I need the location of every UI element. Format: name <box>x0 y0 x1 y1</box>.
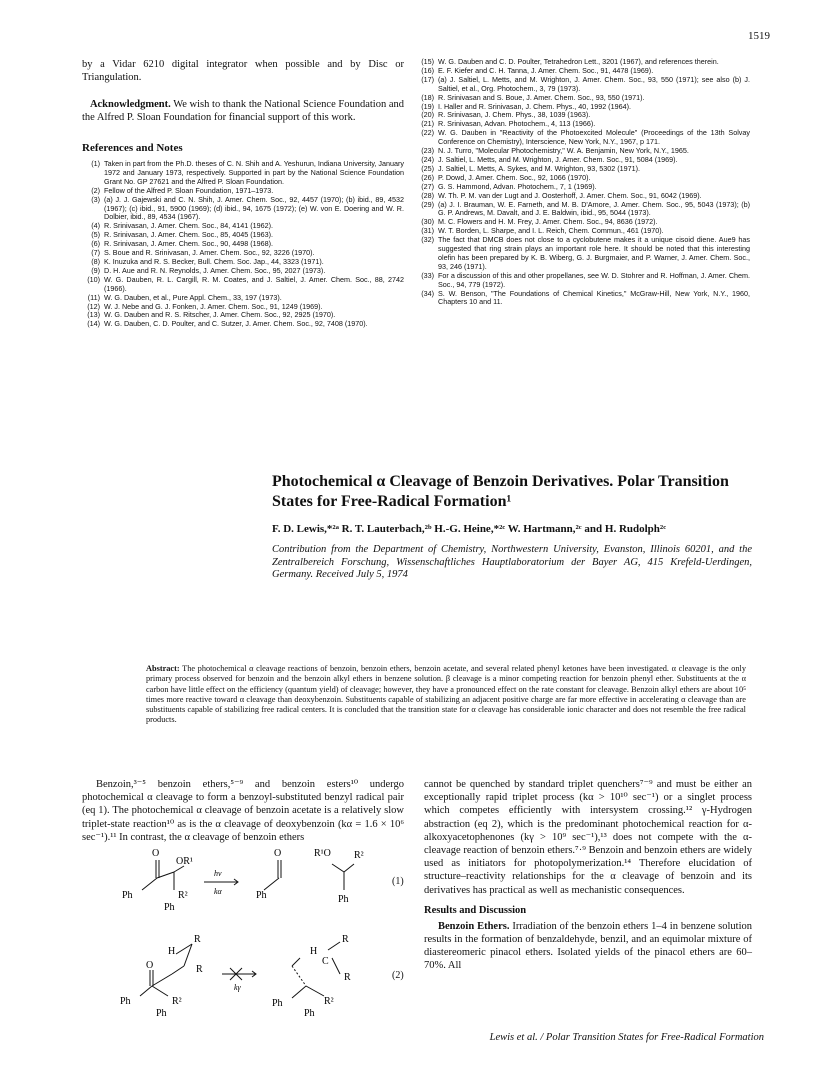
reference-text: (a) J. J. Gajewski and C. N. Shih, J. Amer. Chem. Soc., 92, 4457 (1970); (b) ibid., 89, 4532 (1967); (c) ibid., 91, 5900 (1969); (d) ibid., 94, 1675 (1972); (e) W. von E. Doering and W. R. Dolbier, ibid., 89, 4534 (1967). <box>104 194 404 222</box>
reference-text: The fact that DMCB does not close to a cyclobutene makes it a unique cisoid diene. Aue9 has suggested that ring strain plays an important role here. It should be noted that this interesting olefin has been prepared by K. B. Wiberg, G. J. Burgmaier, and P. Warner, J. Amer. Chem. Soc., 93, 246 (1971). <box>438 235 750 271</box>
eq2-product-h-label: H <box>310 946 318 957</box>
eq1-or1-label: OR¹ <box>176 856 193 867</box>
reference-number: (27) <box>421 181 434 191</box>
reference-text: Fellow of the Alfred P. Sloan Foundation, 1971–1973. <box>104 185 274 195</box>
eq2-r-label: R <box>196 964 203 975</box>
reference-number: (8) <box>91 256 100 266</box>
reference-number: (13) <box>87 310 100 320</box>
acknowledgment <box>82 98 404 124</box>
eq2-product-c-label: C <box>322 956 329 967</box>
reference-text: M. C. Flowers and H. M. Frey, J. Amer. Chem. Soc., 94, 8636 (1972). <box>438 217 658 227</box>
reference-item <box>416 129 750 147</box>
eq2-h-label: H <box>168 946 176 957</box>
reference-number: (28) <box>421 190 434 200</box>
equation-1-structure <box>92 842 412 922</box>
reference-item <box>416 290 750 308</box>
reference-number: (32) <box>421 235 434 245</box>
reference-text: I. Haller and R. Srinivasan, J. Chem. Phys., 40, 1992 (1964). <box>438 101 631 111</box>
ack-label: Acknowledgment. <box>89 99 171 110</box>
reference-item <box>416 272 750 290</box>
reference-number: (9) <box>91 265 100 275</box>
reference-number: (17) <box>421 74 434 84</box>
intro-text: by a Vidar 6210 digital integrator when possible and by Disc or Triangulation. <box>82 59 404 83</box>
equation-number-2: (2) <box>392 970 404 981</box>
reference-number: (20) <box>421 110 434 120</box>
reference-item <box>416 76 750 94</box>
reference-number: (24) <box>421 154 434 164</box>
reference-text: J. Saltiel, L. Metts, and M. Wrighton, J. Amer. Chem. Soc., 91, 5084 (1969). <box>438 154 678 164</box>
reference-item <box>82 276 404 294</box>
reference-text: P. Dowd, J. Amer. Chem. Soc., 92, 1066 (1970). <box>438 172 591 182</box>
body-paragraph-continued: cannot be quenched by standard triplet quenchers⁷⁻⁹ and must be either an exceptionally rapid triplet process (kα > 10¹⁰ sec⁻¹) or a singlet process which competes efficiently with intersystem crossing.¹² γ-Hydrogen abstraction (eq 2), which is the predominant photochemical reaction for α-alkoxyacetophenones (kγ > 10⁹ sec⁻¹),¹³ does not compete with the α-cleavage reaction of benzoin ethers.⁷·⁹ Benzoin and benzoin ethers are widely used as initiators for photopolymerization.¹⁴ Therefore elucidation of structure–reactivity relationships for the α cleavage of benzoin and its derivatives has practical as well as mechanistic consequences. <box>424 779 752 896</box>
eq1-r1o-label: R¹O <box>314 848 331 859</box>
reference-text: Taken in part from the Ph.D. theses of C. N. Shih and A. Yeshurun, Indiana University, January 1972 and January 1973, respectively. Supported in part by the National Science Foundation Grant No. GP 27621 and the Alfred P. Sloan Foundation. <box>104 159 404 186</box>
equation-2-scheme <box>92 930 412 1020</box>
reference-number: (16) <box>421 65 434 75</box>
benzoin-ethers-paragraph <box>424 920 752 973</box>
reference-number: (2) <box>91 185 100 195</box>
references-left <box>82 160 404 329</box>
reference-number: (19) <box>421 101 434 111</box>
reference-number: (34) <box>421 288 434 298</box>
reference-number: (12) <box>87 301 100 311</box>
equation-2-structure <box>92 930 412 1020</box>
body-paragraph: Benzoin,³⁻⁵ benzoin ethers,⁵⁻⁹ and benzoin esters¹⁰ undergo photochemical α cleavage to form a benzoyl-substituted benzyl radical pair (eq 1). The photochemical α cleavage of benzoin acetate is a relatively slow triplet-state reaction¹⁰ as is the α cleavage of deoxybenzoin (kα = 1.6 × 10⁶ sec⁻¹).¹¹ In contrast, the α cleavage of benzoin ethers <box>82 779 404 843</box>
reference-number: (25) <box>421 163 434 173</box>
reference-number: (22) <box>421 128 434 138</box>
eq1-ph2-label: Ph <box>164 902 175 913</box>
subsection-text: Irradiation of the benzoin ethers 1–4 in benzene solution results in the formation of benzaldehyde, benzil, and an equimolar mixture of diastereomeric pinacol ethers. Isolated yields of the pinacol ethers are 60–70%. All <box>424 920 753 972</box>
reference-text: G. S. Hammond, Advan. Photochem., 7, 1 (1969). <box>438 181 597 191</box>
reference-item <box>416 236 750 272</box>
reference-text: R. Srinivasan, J. Amer. Chem. Soc., 90, 4498 (1968). <box>104 239 273 249</box>
reference-number: (26) <box>421 172 434 182</box>
reference-text: (a) J. I. Brauman, W. E. Farneth, and M. B. D'Amore, J. Amer. Chem. Soc., 95, 5043 (1973); (b) G. P. Andrews, M. Davalt, and J. E. Baldwin, ibid., 95, 5044 (1973). <box>438 199 750 218</box>
eq2-product-ph-label: Ph <box>272 998 283 1009</box>
reference-text: W. G. Dauben, C. D. Poulter, and C. Sutzer, J. Amer. Chem. Soc., 92, 7408 (1970). <box>104 319 368 329</box>
eq1-ph-label: Ph <box>122 890 133 901</box>
body-left-column <box>82 778 404 844</box>
reference-text: J. Saltiel, L. Metts, A. Sykes, and M. Wrighton, 93, 5302 (1971). <box>438 163 641 173</box>
right-top-column <box>416 58 750 307</box>
reference-text: W. G. Dauben and C. D. Poulter, Tetrahedron Lett., 3201 (1967), and references therein. <box>438 57 719 66</box>
references-right <box>416 58 750 307</box>
reference-text: W. G. Dauben and R. S. Ritscher, J. Amer. Chem. Soc., 92, 2925 (1970). <box>104 310 336 320</box>
reference-number: (23) <box>421 146 434 156</box>
reference-number: (5) <box>91 230 100 240</box>
eq2-product-r2-label: R² <box>324 996 334 1007</box>
reference-text: S. W. Benson, "The Foundations of Chemical Kinetics," McGraw-Hill, New York, N.Y., 1960, Chapters 10 and 11. <box>438 288 750 307</box>
eq1-oxygen-label: O <box>152 848 160 859</box>
reference-number: (11) <box>87 292 100 302</box>
reference-text: E. F. Kiefer and C. H. Tanna, J. Amer. Chem. Soc., 91, 4478 (1969). <box>438 65 654 75</box>
eq1-product-r2-label: R² <box>354 850 364 861</box>
abstract <box>146 664 746 726</box>
reference-number: (29) <box>421 199 434 209</box>
reference-text: W. T. Borden, L. Sharpe, and I. L. Reich, Chem. Commun., 461 (1970). <box>438 226 664 236</box>
eq2-product-r: R <box>344 972 351 983</box>
reference-number: (31) <box>421 226 434 236</box>
article-title: Photochemical α Cleavage of Benzoin Derivatives. Polar Transition States for Free-Radical Formation¹ <box>272 473 729 510</box>
eq2-ph2-label: Ph <box>156 1008 167 1019</box>
page-number: 1519 <box>748 30 770 42</box>
eq1-r2-label: R² <box>178 890 188 901</box>
reference-text: K. Inuzuka and R. S. Becker, Bull. Chem. Soc. Jap., 44, 3323 (1971). <box>104 256 324 266</box>
reference-item <box>416 201 750 219</box>
abstract-text: The photochemical α cleavage reactions of benzoin, benzoin ethers, benzoin acetate, and several related phenyl ketones have been investigated. α cleavage is the only primary process observed for benzoin and the benzoin alkyl ethers in benzene solution. β cleavage is a minor competing reaction for benzoin phenyl ether. Substituents at the α carbon have little effect on the efficiency (quantum yield) of cleavage; however, they have a pronounced effect on the rate constant for cleavage. Benzoin alkyl ethers are about 10⁵ times more reactive toward α cleavage than deoxybenzoin. Substituents capable of stabilizing an adjacent positive charge are far more effective in accelerating α cleavage than are substituents capable of stabilizing free radical centers. It is concluded that the transition state for α cleavage has considerable ionic character and does not resemble the free radical products. <box>146 664 746 725</box>
eq1-hv-label: hν <box>214 869 222 878</box>
reference-text: For a discussion of this and other propellanes, see W. D. Stohrer and R. Hoffman, J. Amer. Chem. Soc., 94, 779 (1972). <box>438 270 750 289</box>
reference-text: D. H. Aue and R. N. Reynolds, J. Amer. Chem. Soc., 95, 2027 (1973). <box>104 265 326 275</box>
eq2-ph-label: Ph <box>120 996 131 1007</box>
reference-text: W. G. Dauben, et al., Pure Appl. Chem., 33, 197 (1973). <box>104 292 282 302</box>
reference-number: (4) <box>91 221 100 231</box>
eq1-product-ph2-label: Ph <box>338 894 349 905</box>
reference-number: (7) <box>91 248 100 258</box>
authors: F. D. Lewis,*²ᵃ R. T. Lauterbach,²ᵇ H.-G. Heine,*²ᶜ W. Hartmann,²ᶜ and H. Rudolph²ᶜ <box>272 523 667 535</box>
reference-text: (a) J. Saltiel, L. Metts, and M. Wrighton, J. Amer. Chem. Soc., 93, 550 (1971); see also (b) J. Saltiel, et al., Org. Photochem., 3, 79 (1973). <box>438 74 750 93</box>
eq1-product-ph-label: Ph <box>256 890 267 901</box>
reference-item <box>82 160 404 187</box>
eq2-r-label-top: R <box>194 934 201 945</box>
reference-text: S. Boue and R. Srinivasan, J. Amer. Chem. Soc., 92, 3226 (1970). <box>104 248 315 258</box>
article-header <box>272 472 752 582</box>
reference-number: (18) <box>421 92 434 102</box>
running-footer: Lewis et al. / Polar Transition States for Free-Radical Formation <box>489 1032 764 1043</box>
equation-1-scheme <box>92 842 412 922</box>
eq2-r2-label: R² <box>172 996 182 1007</box>
reference-text: R. Srinivasan and S. Boue, J. Amer. Chem. Soc., 93, 550 (1971). <box>438 92 645 102</box>
ack-text: We wish to thank the National Science Foundation and the Alfred P. Sloan Foundation for financial support of this work. <box>82 99 405 123</box>
section-title: Results and Discussion <box>424 904 527 916</box>
reference-text: W. G. Dauben, R. L. Cargill, R. M. Coates, and J. Saltiel, J. Amer. Chem. Soc., 88, 2742 (1966). <box>104 274 404 293</box>
reference-text: R. Srinivasan, J. Amer. Chem. Soc., 85, 4045 (1963). <box>104 230 273 240</box>
equation-number-1: (1) <box>392 876 404 887</box>
subsection-label: Benzoin Ethers. <box>438 920 510 932</box>
reference-number: (3) <box>91 194 100 204</box>
reference-item <box>82 320 404 329</box>
eq2-o-label: O <box>146 960 154 971</box>
reference-number: (1) <box>91 159 100 168</box>
reference-number: (6) <box>91 239 100 249</box>
reference-text: R. Srinivasan, J. Amer. Chem. Soc., 84, 4141 (1962). <box>104 221 273 231</box>
eq2-kg-label: kγ <box>234 983 241 992</box>
reference-number: (15) <box>421 57 434 66</box>
reference-number: (21) <box>421 119 434 129</box>
eq1-product-o-label: O <box>274 848 282 859</box>
refs-title: References and Notes <box>82 142 183 154</box>
reference-text: W. G. Dauben in "Reactivity of the Photoexcited Molecule" (Proceedings of the 13th Solvay Conference on Chemistry), Interscience, New York, N.Y., 1967, p 171. <box>438 128 750 147</box>
reference-text: W. J. Nebe and G. J. Fonken, J. Amer. Chem. Soc., 91, 1249 (1969). <box>104 301 323 311</box>
eq2-product-r-top: R <box>342 934 349 945</box>
reference-text: R. Srinivasan, J. Chem. Phys., 38, 1039 (1963). <box>438 110 591 120</box>
eq2-product-ph2-label: Ph <box>304 1008 315 1019</box>
abstract-label: Abstract: <box>146 664 180 673</box>
reference-number: (10) <box>87 274 100 284</box>
reference-text: W. Th. P. M. van der Lugt and J. Oosterhoff, J. Amer. Chem. Soc., 91, 6042 (1969). <box>438 190 702 200</box>
reference-text: R. Srinivasan, Advan. Photochem., 4, 113 (1966). <box>438 119 596 129</box>
reference-item <box>82 196 404 223</box>
reference-number: (14) <box>87 319 100 329</box>
eq1-ka-label: kα <box>214 887 222 896</box>
reference-text: N. J. Turro, "Molecular Photochemistry," W. A. Benjamin, New York, N.Y., 1965. <box>438 146 689 156</box>
left-top-column <box>82 58 404 329</box>
reference-number: (30) <box>421 217 434 227</box>
reference-number: (33) <box>421 270 434 280</box>
body-right-column <box>424 778 752 973</box>
affiliation: Contribution from the Department of Chemistry, Northwestern University, Evanston, Illinois 60201, and the Zentralbereich Forschung, Wissenschaftliches Hauptlaboratorium der Bayer AG, 415 Krefeld-Uerdingen, Germany. Received July 5, 1974 <box>272 544 752 580</box>
